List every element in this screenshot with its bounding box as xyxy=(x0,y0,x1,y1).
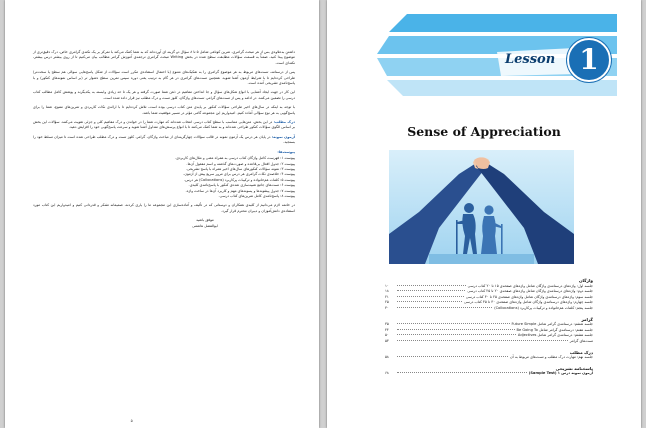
leader-dots xyxy=(397,372,527,373)
elderly-couple-illustration xyxy=(389,150,574,264)
toc-heading: پاسخنامه تشریحی xyxy=(555,365,593,371)
paragraph: این کار در جهت ایجاد آشنایی با انواع شکل‌های سؤال و جا انداختن مفاهیم در ذهن شما صورت گرفته و هر یک تا حد زیادی وابسته به یکدیگرند و پوشش کامل مطالب کتاب درسی را تضمین می‌کنند. در ادامه و پس از تست‌های گرامر، تست‌های واژگان، کلوز تست و درک مطلب نیز قرار داده شده است. xyxy=(33,90,295,100)
sample-text: در پایان هر درس یک آزمون نمونه در قالب سؤالات چهارگزینه‌ای از مباحث واژگان، گرامر، کلوز تست و درک مطلب طراحی شده است تا میزان تسلط خود را بسنجید. xyxy=(33,134,295,145)
appendix-item: پیوست ۶: تست‌های جامع شبیه‌سازی شده‌ی کنکور با پاسخ‌نامه‌ی کلیدی. xyxy=(188,183,295,188)
toc-page: ۶۸ xyxy=(385,371,389,376)
leader-dots xyxy=(397,285,466,286)
toc-section-grammar xyxy=(385,317,593,345)
appendix-list xyxy=(33,156,295,199)
table-of-contents xyxy=(385,278,593,382)
appendix-item: پیوست ۷: جدول پیشوندها و پسوندهای مهم و کاربرد آن‌ها در ساخت واژه. xyxy=(185,188,295,193)
leader-dots xyxy=(397,323,510,324)
leader-dots xyxy=(397,307,492,308)
toc-entry: جلسه ششم: درسنامه‌ی گرامر شامل Future Simple xyxy=(511,322,593,327)
toc-entry: جلسه هشتم: درسنامه‌ی گرامر شامل Adjectives xyxy=(517,333,593,338)
leader-dots xyxy=(397,329,515,330)
closing-paragraph: در خاتمه لازم می‌دانیم از کلیه‌ی همکاران و دوستانی که در تألیف و آماده‌سازی این مجموعه ما را یاری کردند، صمیمانه تشکر و قدردانی کنیم و امیدواریم این کتاب مورد استفاده‌ی دانش‌آموزان و دبیران محترم قرار گیرد. xyxy=(33,203,295,213)
paragraph: با توجه به اینکه در سال‌های اخیر طراحی سؤالات کنکور بر پایه‌ی متن کتاب درسی بوده است، تلاش کرده‌ایم تا با ارائه‌ی نکات کاربردی و تمرین‌های متنوع، شما را برای پاسخ‌گویی به هر نوع سؤالی آماده کنیم. امیدواریم این مجموعه گامی مؤثر در مسیر موفقیت شما باشد. xyxy=(33,105,295,115)
lesson-number-badge: 1 xyxy=(567,38,611,82)
appendix-heading: پیوست‌ها: xyxy=(277,149,295,154)
lesson-title: Sense of Appreciation xyxy=(407,124,561,139)
toc-page: ۲۱ xyxy=(385,294,389,299)
toc-section-vocabulary xyxy=(385,278,593,312)
leader-dots xyxy=(397,290,465,291)
leader-dots xyxy=(397,356,508,357)
toc-row[interactable] xyxy=(385,339,593,345)
paragraph: پس از درسنامه، تست‌های مربوط به هر موضوع گرامری را به تفکیک‌های متنوع (با احتمال استفاده‌ی مکرر است سؤالات از شکل پاسخ‌هایی سوالی هم سطح یا سخت‌تر) طراحی کرده‌ایم تا با شرایط آزمون آشنا شوید. همچنین تست‌های گرامری در هر گام به ترتیب یعنی دوره سپس تمرین سطح دشوار تر (بر اساس نمونه‌های کنکور) و با پاسخ‌نامه‌ی تشریحی آمده است. xyxy=(33,70,295,86)
toc-entry: جلسه دوم: واژه‌های درسنامه‌ی واژگان شامل واژه‌های صفحه‌ی ۲۰ تا ۲۵ کتاب درسی xyxy=(467,289,593,294)
appendix-item: پیوست ۴: خلاصه‌ی نکات گرامری هر درس برای مرور سریع پیش از آزمون. xyxy=(183,172,295,177)
toc-page: ۴۴ xyxy=(385,327,389,332)
signature-block xyxy=(175,218,235,229)
toc-entry: تست‌های گرامر xyxy=(569,338,593,343)
toc-page: ۲۵ xyxy=(385,300,389,305)
toc-heading: درک مطلب xyxy=(569,349,593,355)
appendix-item: پیوست ۸: پاسخ‌نامه‌ی کامل تمرین‌های کتاب درسی. xyxy=(218,193,295,198)
leader-dots xyxy=(397,301,462,302)
leader-dots xyxy=(397,340,568,341)
toc-row[interactable] xyxy=(385,306,593,312)
right-page xyxy=(327,0,641,428)
appendix-item: پیوست ۲: جدول افعال بی‌قاعده و صورت‌های گذشته و اسم مفعول آن‌ها. xyxy=(186,161,295,166)
toc-entry: جلسه سوم: واژه‌های درسنامه‌ی واژگان شامل واژه‌های صفحه‌ی ۲۵ تا ۳۰ کتاب درسی xyxy=(465,294,593,299)
toc-entry: جلسه نهم: مهارت درک مطلب و تست‌های مربوط به آن xyxy=(510,355,593,360)
sample-paragraph xyxy=(33,135,295,146)
left-page-text xyxy=(33,50,295,229)
toc-heading: واژگان xyxy=(578,278,593,283)
appendix-item: پیوست ۱: فهرست کامل واژگان کتاب درسی به همراه معنی و مثال‌های کاربردی. xyxy=(174,156,295,161)
leader-dots xyxy=(397,296,464,297)
left-page xyxy=(5,0,319,428)
toc-section-answers xyxy=(385,366,593,377)
toc-row[interactable] xyxy=(385,371,593,377)
sample-heading: آزمون نمونه: xyxy=(271,134,295,139)
reading-paragraph xyxy=(33,120,295,131)
toc-page: ۱۰ xyxy=(385,283,389,288)
toc-entry: جلسه چهارم: واژه‌های درسنامه‌ی واژگان شامل واژه‌های صفحه‌ی ۳۰ تا ۳۵ کتاب درسی xyxy=(464,300,593,305)
toc-heading: گرامر xyxy=(581,316,593,322)
toc-page: ۳۰ xyxy=(385,305,389,310)
toc-entry: جلسه اول: واژه‌های درسنامه‌ی واژگان شامل واژه‌های صفحه‌ی ۱۵ تا ۲۰ کتاب درسی xyxy=(467,283,593,288)
reading-heading: درک مطلب: xyxy=(273,120,295,125)
toc-page: ۵۳ xyxy=(385,338,389,343)
page-number: ۵ xyxy=(130,418,133,423)
reading-text: در این بخش، متن‌هایی متناسب با سطح کتاب درسی انتخاب شده‌اند که مهارت شما را در خواندن و درک مفاهیم کلی و جزئی تقویت می‌کنند. سؤالات این بخش بر اساس الگوی سؤالات کنکور طراحی شده‌اند و به شما کمک می‌کنند تا با انواع پرسش‌های متداول آشنا شوید و سرعت پاسخ‌گویی خود را افزایش دهید. xyxy=(33,120,295,130)
appendix-item: پیوست ۵: کلمات هم‌خانواده و ترکیبات پرکاربرد (Collocations) هر درس. xyxy=(184,177,295,182)
appendix-item: پیوست ۳: نمونه سؤالات کنکورهای سال‌های اخیر همراه با پاسخ تشریحی. xyxy=(185,166,295,171)
leader-dots xyxy=(397,334,516,335)
toc-page: ۵۸ xyxy=(385,355,389,360)
author-name: ابوالفضل هاشمی xyxy=(192,223,218,228)
toc-row[interactable] xyxy=(385,355,593,361)
toc-page: ۳۵ xyxy=(385,322,389,327)
toc-page: ۵۰ xyxy=(385,333,389,338)
toc-page: ۱۸ xyxy=(385,289,389,294)
toc-entry: آزمون نمونه درس ۱ (Sample Test) xyxy=(528,371,593,376)
toc-entry: جلسه پنجم: کلمات هم‌خانواده و ترکیبات پرکاربرد (Collocations) xyxy=(494,305,593,310)
lesson-label: Lesson xyxy=(505,52,556,67)
paragraph: داشتنِ به‌علاوه‌ی بس از هر مبحث گرامری، تمرین کوتاهی شامل ۵ تا ۸ سؤال دو گزینه ای آورده‌اند که به شما کمک می‌کند با تمرکز بر یک نکته‌ی گرامری خاص، درک دقیق‌تری از موضوع پیدا کنید. ضمناً به قسمت سؤالات مطابقت سطح شده در بخش Writing مبحث گرامری ترجمه‌ی آموزش گرامر مطالب بیان می‌کنیم تا از روی بیشتر درس بیشتر، نکته‌ای است. xyxy=(33,50,295,65)
signoff-line: موفق باشید xyxy=(196,218,214,223)
toc-section-reading xyxy=(385,350,593,361)
toc-entry: جلسه هفتم: درسنامه‌ی گرامر شامل Be Going To xyxy=(516,327,593,332)
